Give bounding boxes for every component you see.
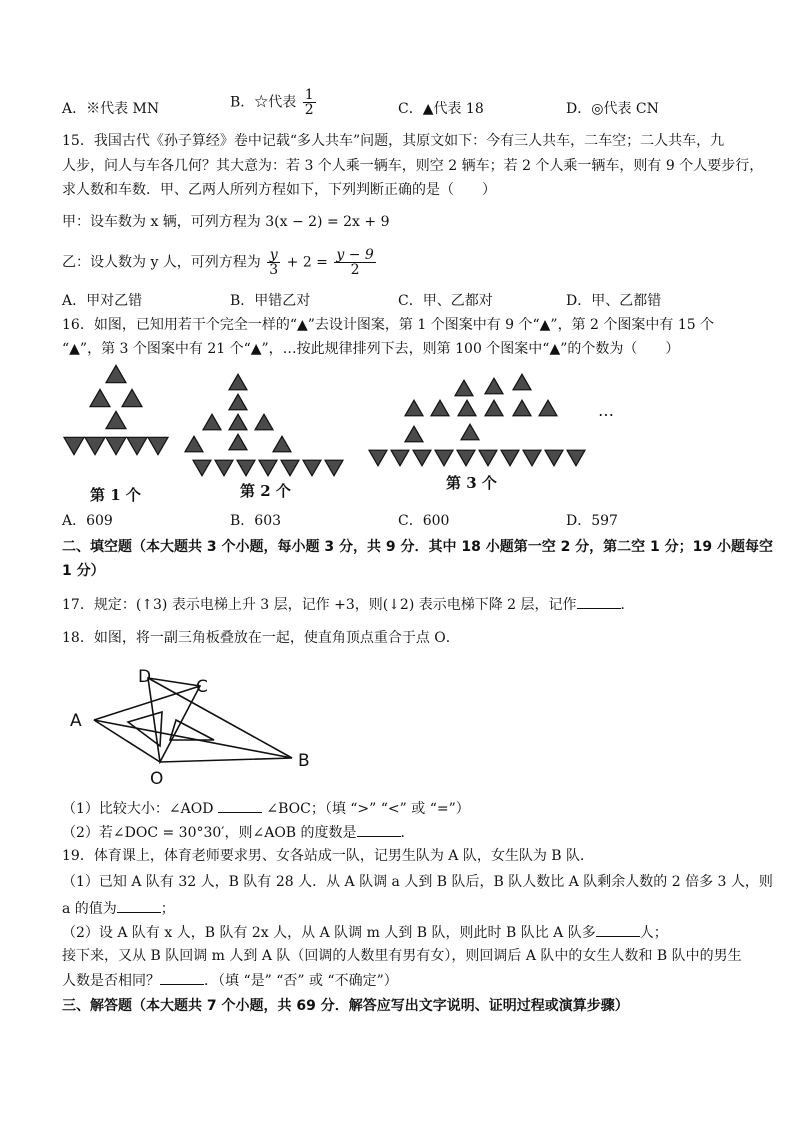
q19-line-6-suffix: ．（填 “是” “否” 或 “不确定”）	[204, 973, 398, 989]
point-c-label: C	[196, 677, 208, 697]
q18-part-2	[62, 822, 415, 843]
q19-line-1: 19．体育课上，体育老师要求男、女各站成一队，记男生队为 A 队，女生队为 B 队．	[62, 848, 595, 864]
pattern-1-down-triangle	[148, 437, 168, 454]
point-d-label: D	[138, 667, 152, 687]
pattern-2-up-triangle	[229, 434, 247, 450]
pattern-1-down-triangle	[85, 437, 105, 454]
q18-part-2-end: ．	[400, 825, 415, 841]
q16-option-a: A．609	[62, 513, 113, 529]
q18-part-2-blank	[357, 822, 401, 837]
q15-yi-prefix: 乙：设人数为 y 人，可列方程为	[62, 254, 261, 271]
pattern-3-up-triangle	[485, 378, 503, 394]
pattern-2-down-triangle	[325, 460, 343, 476]
pattern-3-up-triangle	[458, 400, 476, 416]
pattern-ellipsis: …	[598, 401, 614, 420]
q15-line-3: 求人数和车数．甲、乙两人所列方程如下，下列判断正确的是（ ）	[62, 182, 496, 198]
q18-part-1-blank	[218, 798, 262, 813]
q19-line-2: （1）已知 A 队有 32 人，B 队有 28 人．从 A 队调 a 人到 B 队后，B 队人数比 A 队剩余人数的 2 倍多 3 人，则	[62, 874, 773, 890]
pattern-2-up-triangle	[229, 414, 247, 430]
pattern-1-caption: 第 1 个	[90, 486, 141, 504]
pattern-3-down-triangle	[501, 450, 519, 466]
q18-part-1-suffix: ∠BOC；（填 “>” “<” 或 “=”）	[266, 801, 470, 817]
triangle-layer	[64, 365, 585, 476]
q18-part-2-prefix: （2）若∠DOC = 30°30′，则∠AOB 的度数是	[62, 825, 357, 841]
q19-line-4-prefix: （2）设 A 队有 x 人，B 队有 2x 人，从 A 队调 m 人到 B 队，则此时 B 队比 A 队多	[62, 925, 596, 941]
pattern-3-up-triangle	[513, 374, 531, 390]
q14-option-d: D．◎代表 CN	[566, 101, 659, 117]
pattern-3-down-triangle	[435, 450, 453, 466]
pattern-3-down-triangle	[413, 450, 431, 466]
q15-yi-fraction-2	[334, 248, 375, 277]
q16-option-c: C．600	[398, 513, 450, 529]
pattern-3-up-triangle	[405, 400, 423, 416]
pattern-3-down-triangle	[545, 450, 563, 466]
pattern-3-down-triangle	[479, 450, 497, 466]
q19-line-5: 接下来，又从 B 队回调 m 人到 A 队（回调的人数里有男有女），则回调后 A 队中的女生人数和 B 队中的男生	[62, 948, 742, 964]
pattern-2-down-triangle	[281, 460, 299, 476]
q16-line-2: “▲”，第 3 个图案中有 21 个“▲”，…按此规律排列下去，则第 100 个图案中“▲”的个数为（ ）	[62, 341, 680, 357]
q15-yi-middle: + 2 =	[286, 254, 328, 271]
q16-line-1: 16．如图，已知用若干个完全一样的“▲”去设计图案，第 1 个图案中有 9 个“▲”，第 2 个图案中有 15 个	[62, 317, 715, 333]
pattern-3-up-triangle	[485, 400, 503, 416]
fraction-denominator: 2	[304, 102, 314, 118]
q19-line-4	[62, 922, 668, 943]
pattern-3-up-triangle	[461, 424, 479, 440]
pattern-2-down-triangle	[193, 460, 211, 476]
pattern-3-up-triangle	[513, 400, 531, 416]
section-2-heading-line-1: 二、填空题（本大题共 3 个小题，每小题 3 分，共 9 分．其中 18 小题第一空 2 分，第二空 1 分；19 小题每空	[62, 539, 774, 555]
small-triangle-board	[148, 678, 200, 762]
q14-option-b	[230, 88, 318, 117]
q19-line-6	[62, 970, 398, 991]
q16-triangle-patterns-figure	[62, 362, 702, 510]
q15-option-c: C．甲、乙都对	[398, 293, 493, 309]
pattern-3-up-triangle	[431, 400, 449, 416]
q14-option-b-fraction	[303, 88, 316, 117]
section-2-heading-line-2: 1 分）	[62, 563, 105, 579]
pattern-3-up-triangle	[455, 380, 473, 396]
q15-yi-fraction-1	[267, 248, 280, 277]
pattern-1-up-triangle	[122, 389, 142, 406]
q18-part-1	[62, 798, 470, 819]
section-3-heading: 三、解答题（本大题共 7 个小题，共 69 分．解答应写出文字说明、证明过程或演算步骤）	[62, 998, 629, 1014]
line-d-b	[148, 678, 292, 758]
q18-part-1-prefix: （1）比较大小：∠AOD	[62, 801, 214, 817]
pattern-1-down-triangle	[106, 437, 126, 454]
point-o-label: O	[150, 769, 164, 789]
q19-same-count-blank	[160, 970, 204, 985]
q19-line-4-end: 人；	[639, 925, 668, 941]
q19-line-3-end: ；	[160, 901, 175, 917]
q17-period: ．	[620, 597, 635, 613]
q19-line-3-prefix: a 的值为	[62, 901, 117, 917]
q19-a-value-blank	[117, 898, 161, 913]
q17-statement: 17．规定：(↑3) 表示电梯上升 3 层，记作 +3，则(↓2) 表示电梯下降 2 层，记作	[62, 597, 577, 613]
pattern-2-down-triangle	[237, 460, 255, 476]
q15-line-2: 人步，问人与车各几何？其大意为：若 3 个人乘一辆车，则空 2 辆车；若 2 个人乘一辆车，则有 9 个人要步行，	[62, 158, 764, 174]
pattern-3-down-triangle	[391, 450, 409, 466]
pattern-1-up-triangle	[90, 389, 110, 406]
fraction-numerator: 1	[304, 87, 314, 103]
pattern-2-up-triangle	[273, 436, 291, 452]
pattern-1-up-triangle	[106, 365, 126, 382]
pattern-3-down-triangle	[567, 450, 585, 466]
q15-option-b: B．甲错乙对	[230, 293, 311, 309]
pattern-3-up-triangle	[539, 400, 557, 416]
pattern-3-up-triangle	[405, 426, 423, 442]
pattern-3-down-triangle	[369, 450, 387, 466]
q17-text	[62, 594, 635, 615]
point-a-label: A	[70, 711, 82, 731]
pattern-1-down-triangle	[64, 437, 84, 454]
q15-line-1: 15．我国古代《孙子算经》卷中记载“多人共车”问题，其原文如下：今有三人共车，二车空；二人共车，九	[62, 133, 725, 149]
pattern-2-up-triangle	[229, 374, 247, 390]
pattern-1-down-triangle	[127, 437, 147, 454]
q15-option-d: D．甲、乙都错	[566, 293, 662, 309]
q14-option-b-label: B．☆代表	[230, 94, 297, 111]
q15-option-a: A．甲对乙错	[62, 293, 143, 309]
pattern-2-up-triangle	[255, 414, 273, 430]
q18-triangle-boards-figure	[66, 664, 326, 790]
q15-jia-equation: 甲：设车数为 x 辆，可列方程为 3(x − 2) = 2x + 9	[62, 214, 390, 230]
q16-option-b: B．603	[230, 513, 282, 529]
pattern-2-up-triangle	[203, 414, 221, 430]
q16-option-d: D．597	[566, 513, 618, 529]
fraction-numerator: y − 9	[336, 247, 374, 263]
pattern-2-up-triangle	[185, 436, 203, 452]
pattern-2-caption: 第 2 个	[240, 482, 291, 500]
fraction-denominator: 3	[269, 262, 279, 278]
q15-yi-equation	[62, 248, 378, 277]
fraction-numerator: y	[267, 248, 280, 263]
pattern-3-down-triangle	[523, 450, 541, 466]
pattern-3-caption: 第 3 个	[446, 474, 497, 492]
pattern-1-up-triangle	[106, 411, 126, 428]
q14-option-a: A．※代表 MN	[62, 101, 160, 117]
point-b-label: B	[298, 751, 310, 771]
q19-line-3	[62, 898, 175, 919]
q17-answer-blank	[577, 594, 621, 609]
q14-option-c: C．▲代表 18	[398, 101, 484, 117]
q18-line-1: 18．如图，将一副三角板叠放在一起，使直角顶点重合于点 O．	[62, 630, 460, 646]
pattern-2-down-triangle	[303, 460, 321, 476]
fraction-denominator: 2	[350, 262, 360, 278]
pattern-2-down-triangle	[259, 460, 277, 476]
pattern-2-up-triangle	[229, 394, 247, 410]
q19-line-6-prefix: 人数是否相同？	[62, 973, 160, 989]
pattern-3-down-triangle	[457, 450, 475, 466]
q19-difference-blank	[596, 922, 640, 937]
pattern-2-down-triangle	[215, 460, 233, 476]
